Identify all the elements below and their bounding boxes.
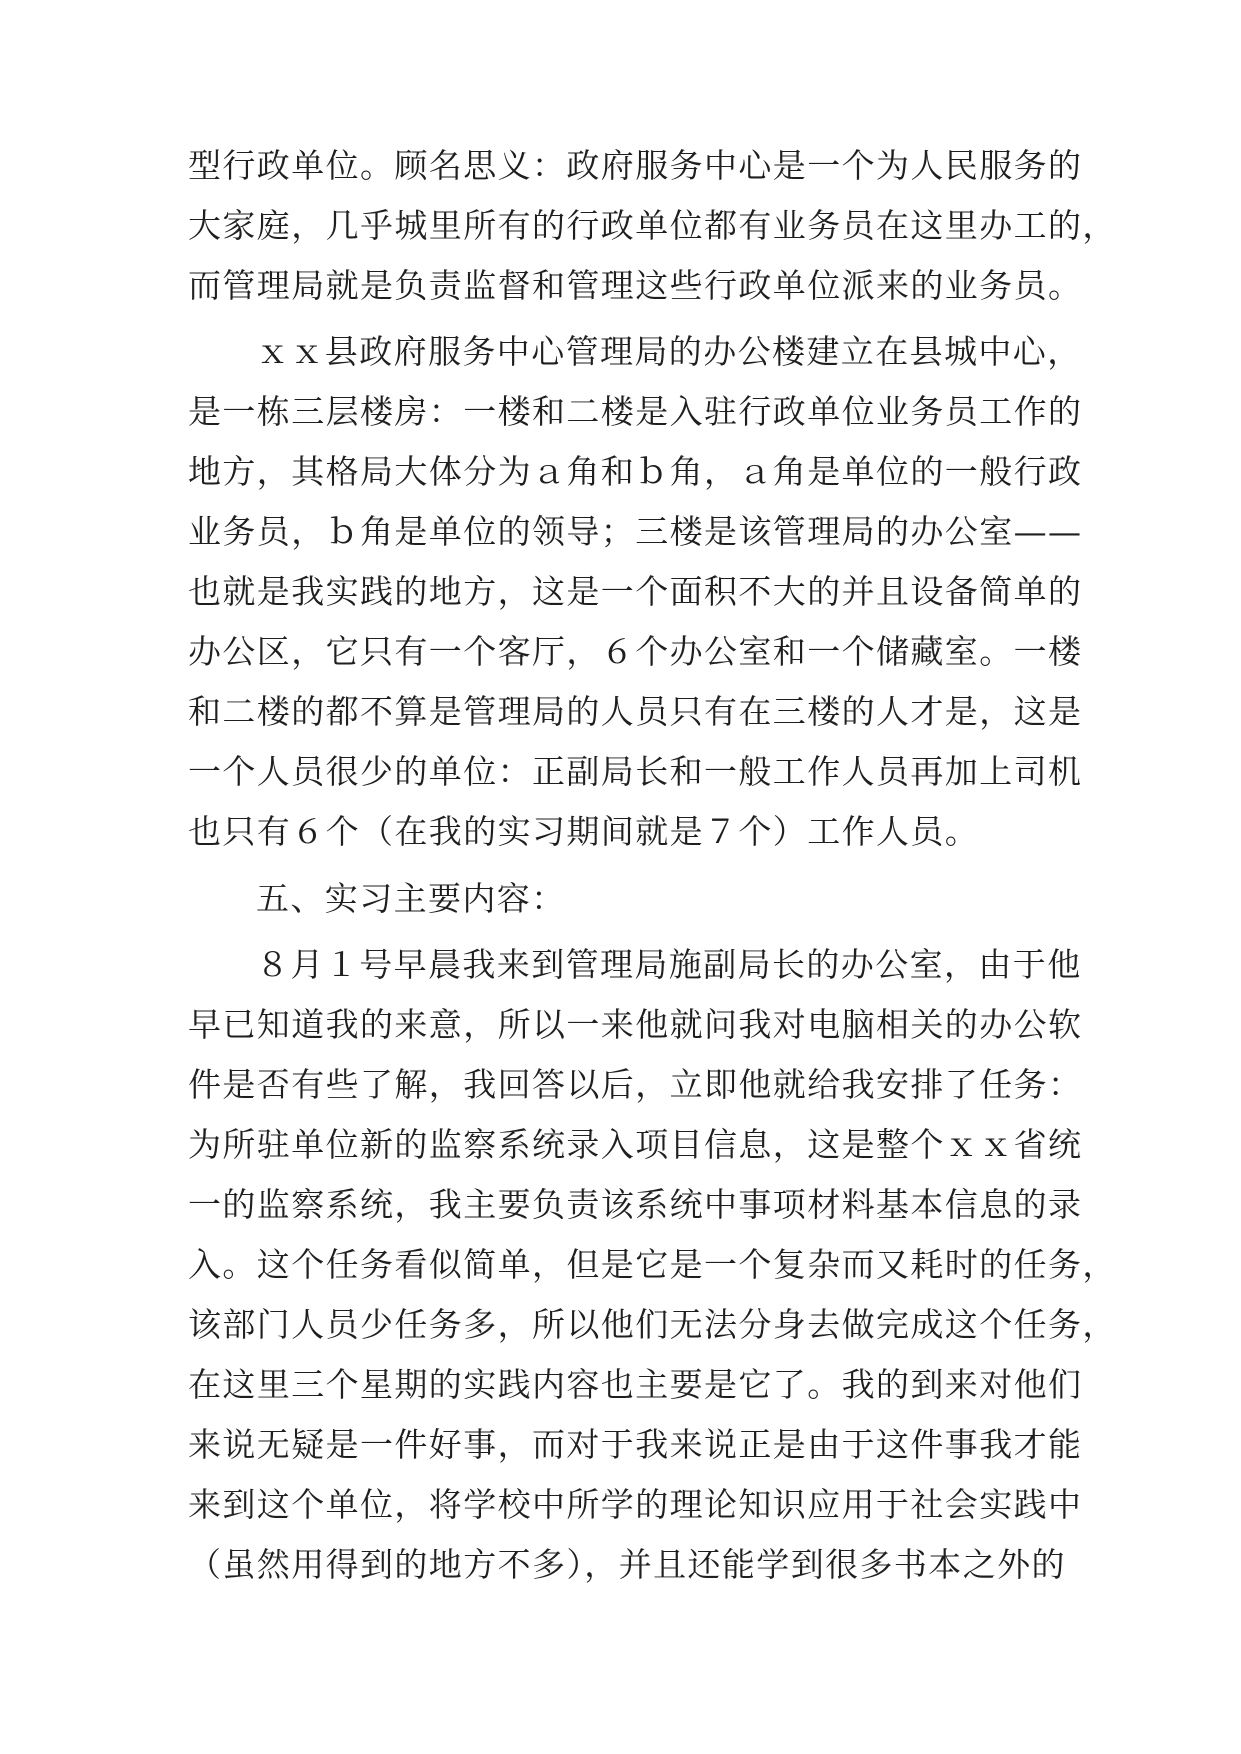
- text-line: 地方，其格局大体分为ａ角和ｂ角，ａ角是单位的一般行政: [188, 452, 1083, 491]
- paragraph-first-line: ８月１号早晨我来到管理局施副局长的办公室，由于他: [256, 945, 1082, 984]
- text-line: 是一栋三层楼房：一楼和二楼是入驻行政单位业务员工作的: [188, 392, 1083, 431]
- text-line: 也只有６个（在我的实习期间就是７个）工作人员。: [188, 812, 980, 851]
- text-line: （虽然用得到的地方不多），并且还能学到很多书本之外的: [188, 1545, 1066, 1584]
- paragraph-first-line: ｘｘ县政府服务中心管理局的办公楼建立在县城中心，: [256, 332, 1082, 371]
- text-line: 业务员，ｂ角是单位的领导；三楼是该管理局的办公室——: [188, 512, 1083, 551]
- text-line: 在这里三个星期的实践内容也主要是它了。我的到来对他们: [188, 1365, 1083, 1404]
- text-line: 办公区，它只有一个客厅，６个办公室和一个储藏室。一楼: [188, 632, 1083, 671]
- text-line: 来说无疑是一件好事，而对于我来说正是由于这件事我才能: [188, 1425, 1083, 1464]
- text-line: 而管理局就是负责监督和管理这些行政单位派来的业务员。: [188, 266, 1083, 305]
- text-line: 来到这个单位，将学校中所学的理论知识应用于社会实践中: [188, 1485, 1083, 1524]
- text-line: 该部门人员少任务多，所以他们无法分身去做完成这个任务，: [188, 1305, 1117, 1344]
- text-line: 大家庭，几乎城里所有的行政单位都有业务员在这里办工的，: [188, 206, 1117, 245]
- text-line: 早已知道我的来意，所以一来他就问我对电脑相关的办公软: [188, 1005, 1083, 1044]
- text-line: 型行政单位。顾名思义：政府服务中心是一个为人民服务的: [188, 146, 1083, 185]
- text-line: 一个人员很少的单位：正副局长和一般工作人员再加上司机: [188, 752, 1083, 791]
- text-line: 也就是我实践的地方，这是一个面积不大的并且设备简单的: [188, 572, 1083, 611]
- text-line: 为所驻单位新的监察系统录入项目信息，这是整个ｘｘ省统: [188, 1125, 1083, 1164]
- text-line: 入。这个任务看似简单，但是它是一个复杂而又耗时的任务，: [188, 1245, 1117, 1284]
- text-line: 和二楼的都不算是管理局的人员只有在三楼的人才是，这是: [188, 692, 1083, 731]
- text-line: 一的监察系统，我主要负责该系统中事项材料基本信息的录: [188, 1185, 1083, 1224]
- text-line: 件是否有些了解，我回答以后，立即他就给我安排了任务：: [188, 1065, 1083, 1104]
- section-heading: 五、实习主要内容：: [256, 879, 566, 918]
